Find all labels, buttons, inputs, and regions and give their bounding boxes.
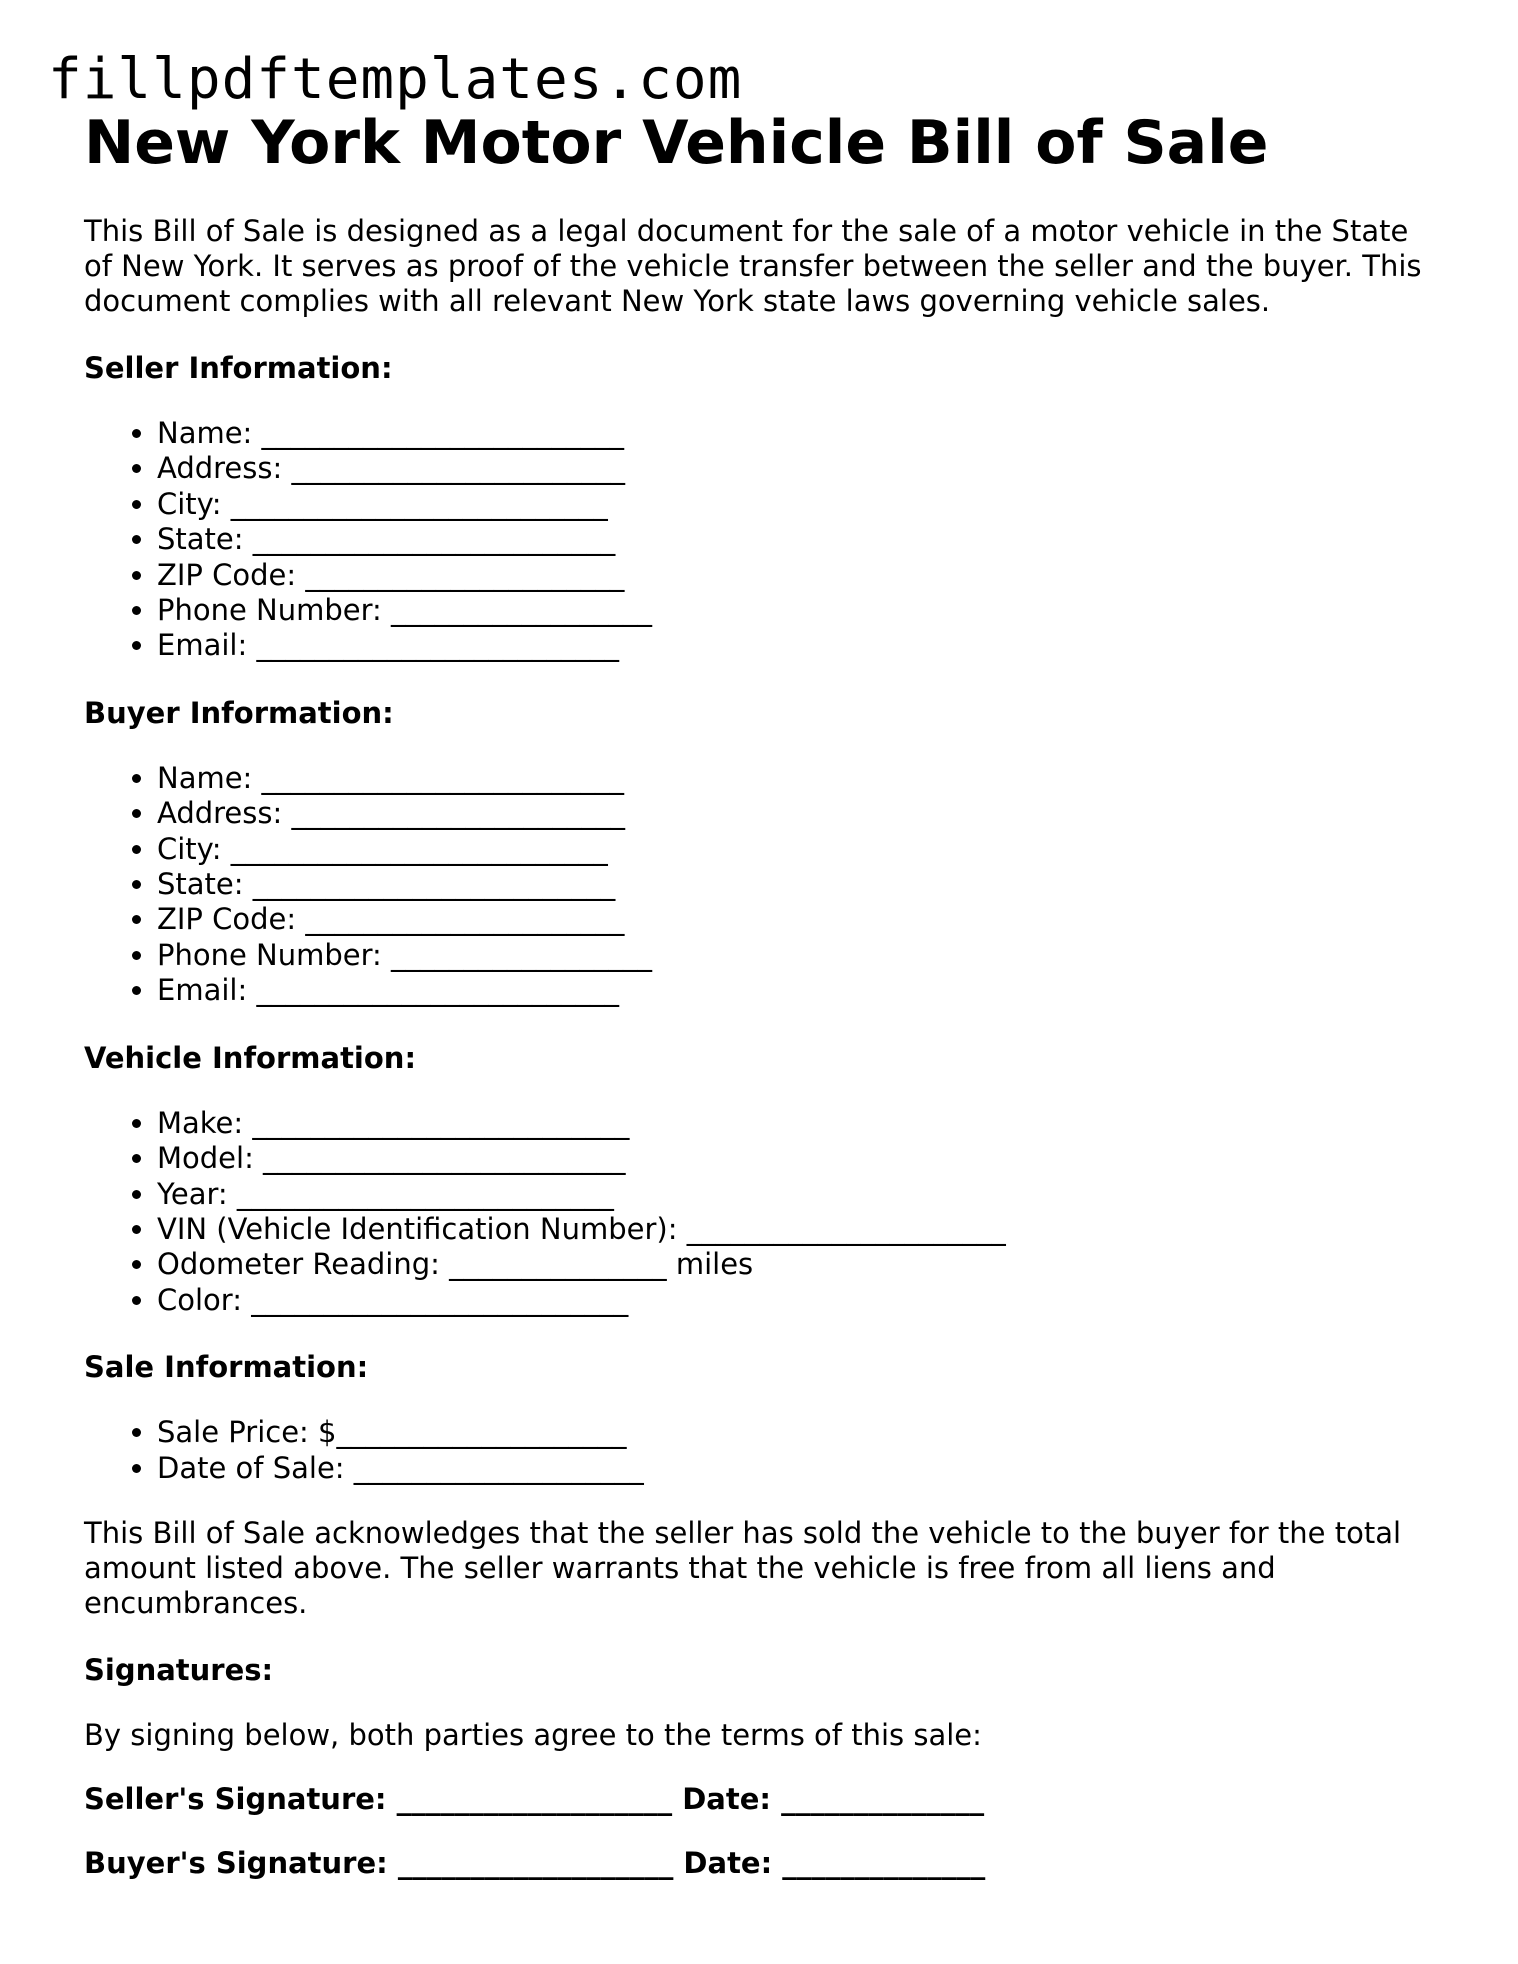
seller-email-field: • Email: _________________________ — [157, 628, 1444, 663]
buyer-address-field: • Address: _______________________ — [157, 796, 1444, 831]
signatures-section-heading: Signatures: — [84, 1652, 274, 1687]
seller-signature-line: Seller's Signature: ___________________ Date: ______________ — [84, 1781, 985, 1816]
document-body — [84, 100, 1444, 1881]
seller-name-field: • Name: _________________________ — [157, 416, 1444, 451]
seller-info-list — [84, 416, 1444, 664]
vehicle-info-list — [84, 1106, 1444, 1318]
watermark: fillpdftemplates.com — [48, 47, 743, 112]
buyer-state-field: • State: _________________________ — [157, 867, 1444, 902]
vehicle-year-field: • Year: __________________________ — [157, 1177, 1444, 1212]
seller-section-heading: Seller Information: — [84, 351, 393, 385]
buyer-section-heading: Buyer Information: — [84, 695, 394, 730]
buyer-city-field: • City: __________________________ — [157, 832, 1444, 867]
buyer-name-field: • Name: _________________________ — [157, 761, 1444, 796]
seller-state-field: • State: _________________________ — [157, 522, 1444, 557]
page-title: New York Motor Vehicle Bill of Sale — [84, 108, 1269, 178]
seller-address-field: • Address: _______________________ — [157, 451, 1444, 486]
buyer-info-list — [84, 761, 1444, 1009]
acknowledgment-paragraph: This Bill of Sale acknowledges that the seller has sold the vehicle to the buyer for the total amount listed above. The seller warrants that the vehicle is free from all liens and encumbrances. — [84, 1515, 1402, 1620]
vehicle-model-field: • Model: _________________________ — [157, 1141, 1444, 1176]
signatures-lead-text: By signing below, both parties agree to the terms of this sale: — [84, 1717, 982, 1752]
sale-section-heading: Sale Information: — [84, 1350, 369, 1385]
vehicle-make-field: • Make: __________________________ — [157, 1106, 1444, 1141]
buyer-zip-field: • ZIP Code: ______________________ — [157, 902, 1444, 937]
buyer-phone-field: • Phone Number: __________________ — [157, 938, 1444, 973]
seller-zip-field: • ZIP Code: ______________________ — [157, 558, 1444, 593]
sale-info-list — [84, 1415, 1444, 1486]
buyer-email-field: • Email: _________________________ — [157, 973, 1444, 1008]
seller-city-field: • City: __________________________ — [157, 487, 1444, 522]
intro-paragraph: This Bill of Sale is designed as a legal document for the sale of a motor vehicle in the State of New York. It serves as proof of the vehicle transfer between the seller and the buyer. This document complies with all relevant New York state laws governing vehicle sales. — [84, 214, 1422, 318]
vehicle-odometer-field: • Odometer Reading: _______________ miles — [157, 1247, 1444, 1282]
vehicle-section-heading: Vehicle Information: — [84, 1040, 417, 1075]
vehicle-color-field: • Color: __________________________ — [157, 1283, 1444, 1318]
seller-phone-field: • Phone Number: __________________ — [157, 593, 1444, 628]
vehicle-vin-field: • VIN (Vehicle Identification Number): ______________________ — [157, 1212, 1444, 1247]
sale-date-field: • Date of Sale: ____________________ — [157, 1451, 1444, 1486]
sale-price-field: • Sale Price: $____________________ — [157, 1415, 1444, 1450]
buyer-signature-line: Buyer's Signature: ___________________ Date: ______________ — [84, 1845, 986, 1880]
